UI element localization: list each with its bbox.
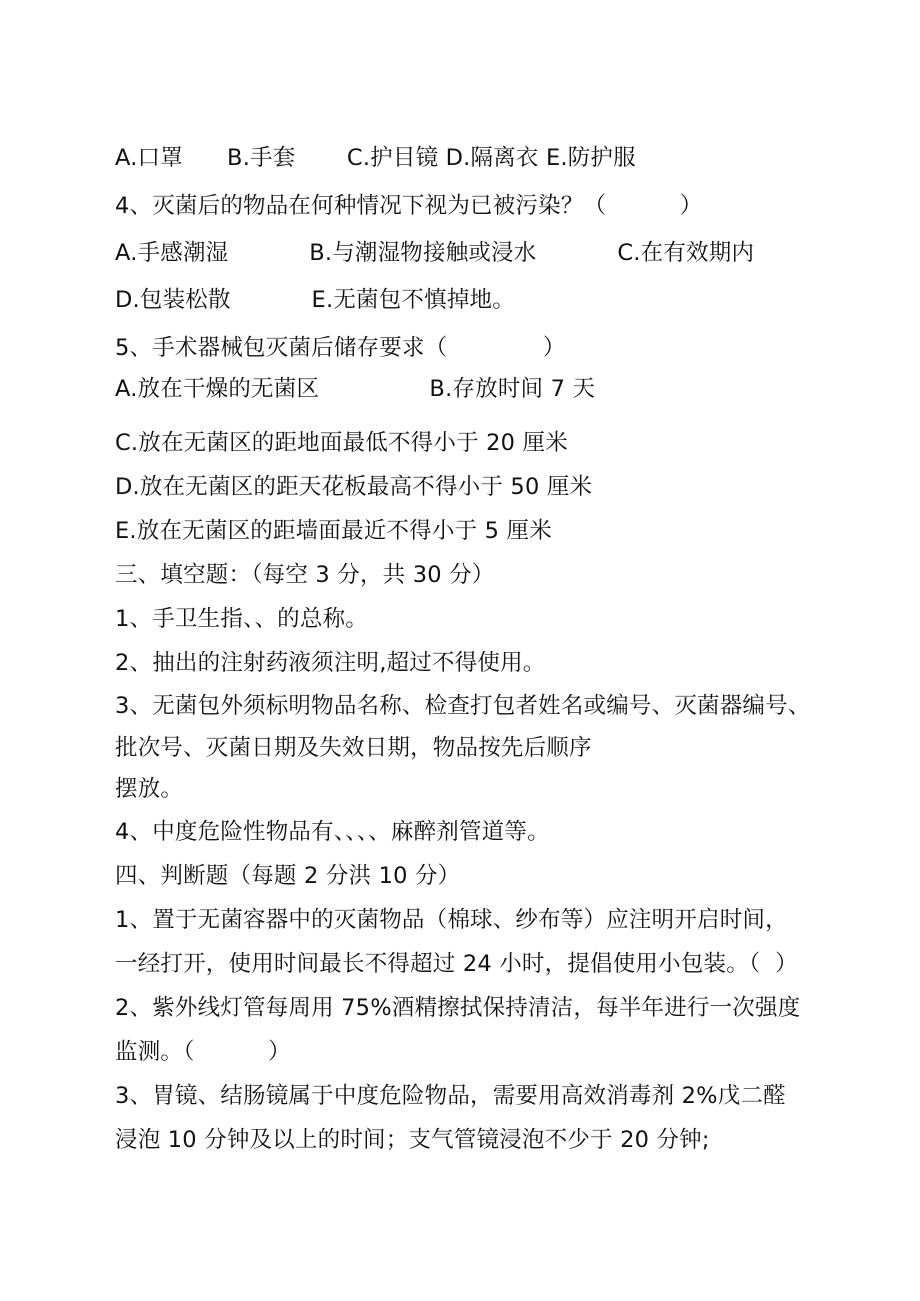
q5-option-c: C.放在无菌区的距地面最低不得小于 20 厘米 xyxy=(115,430,568,456)
q5-option-d: D.放在无菌区的距天花板最高不得小于 50 厘米 xyxy=(115,474,593,500)
fill-q2: 2、抽出的注射药液须注明,超过不得使用。 xyxy=(115,650,546,676)
fill-q4: 4、中度危险性物品有、、、、麻醉剂管道等。 xyxy=(115,819,550,845)
judge-q2-line-2: 监测。（ ） xyxy=(115,1039,291,1065)
q5-option-e: E.放在无菌区的距墙面最近不得小于 5 厘米 xyxy=(115,518,552,544)
fill-q3-line-2: 批次号、灭菌日期及失效日期，物品按先后顺序 xyxy=(115,735,592,761)
fill-q3-line-3: 摆放。 xyxy=(115,776,184,802)
judge-q3-line-2: 浸泡 10 分钟及以上的时间；支气管镜浸泡不少于 20 分钟; xyxy=(115,1127,710,1153)
q5-options-line-1: A.放在干燥的无菌区 B.存放时间 7 天 xyxy=(115,376,596,402)
judge-q1-line-2: 一经打开，使用时间最长不得超过 24 小时，提倡使用小包装。（ ） xyxy=(115,951,798,977)
judge-q3-line-1: 3、胃镜、结肠镜属于中度危险物品，需要用高效消毒剂 2%戊二醛 xyxy=(115,1083,786,1109)
q4-options-line-2: D.包装松散 E.无菌包不慎掉地。 xyxy=(115,287,515,313)
judge-q1-line-1: 1、置于无菌容器中的灭菌物品（棉球、纱布等）应注明开启时间， xyxy=(115,907,788,933)
fill-q3-line-1: 3、无菌包外须标明物品名称、检查打包者姓名或编号、灭菌器编号、 xyxy=(115,693,811,719)
section-3-heading: 三、填空题：（每空 3 分，共 30 分） xyxy=(115,562,495,588)
section-4-heading: 四、判断题（每题 2 分洪 10 分） xyxy=(115,863,461,889)
q3-options-line: A.口罩 B.手套 C.护目镜 D.隔离衣 E.防护服 xyxy=(115,145,636,171)
q4-options-line-1: A.手感潮湿 B.与潮湿物接触或浸水 C.在有效期内 xyxy=(115,240,755,266)
q5-question: 5、手术器械包灭菌后储存要求（ ） xyxy=(115,335,566,361)
q4-question: 4、灭菌后的物品在何种情况下视为已被污染？（ ） xyxy=(115,193,703,219)
judge-q2-line-1: 2、紫外线灯管每周用 75%酒精擦拭保持清洁，每半年进行一次强度 xyxy=(115,995,801,1021)
fill-q1: 1、手卫生指、、的总称。 xyxy=(115,606,368,632)
